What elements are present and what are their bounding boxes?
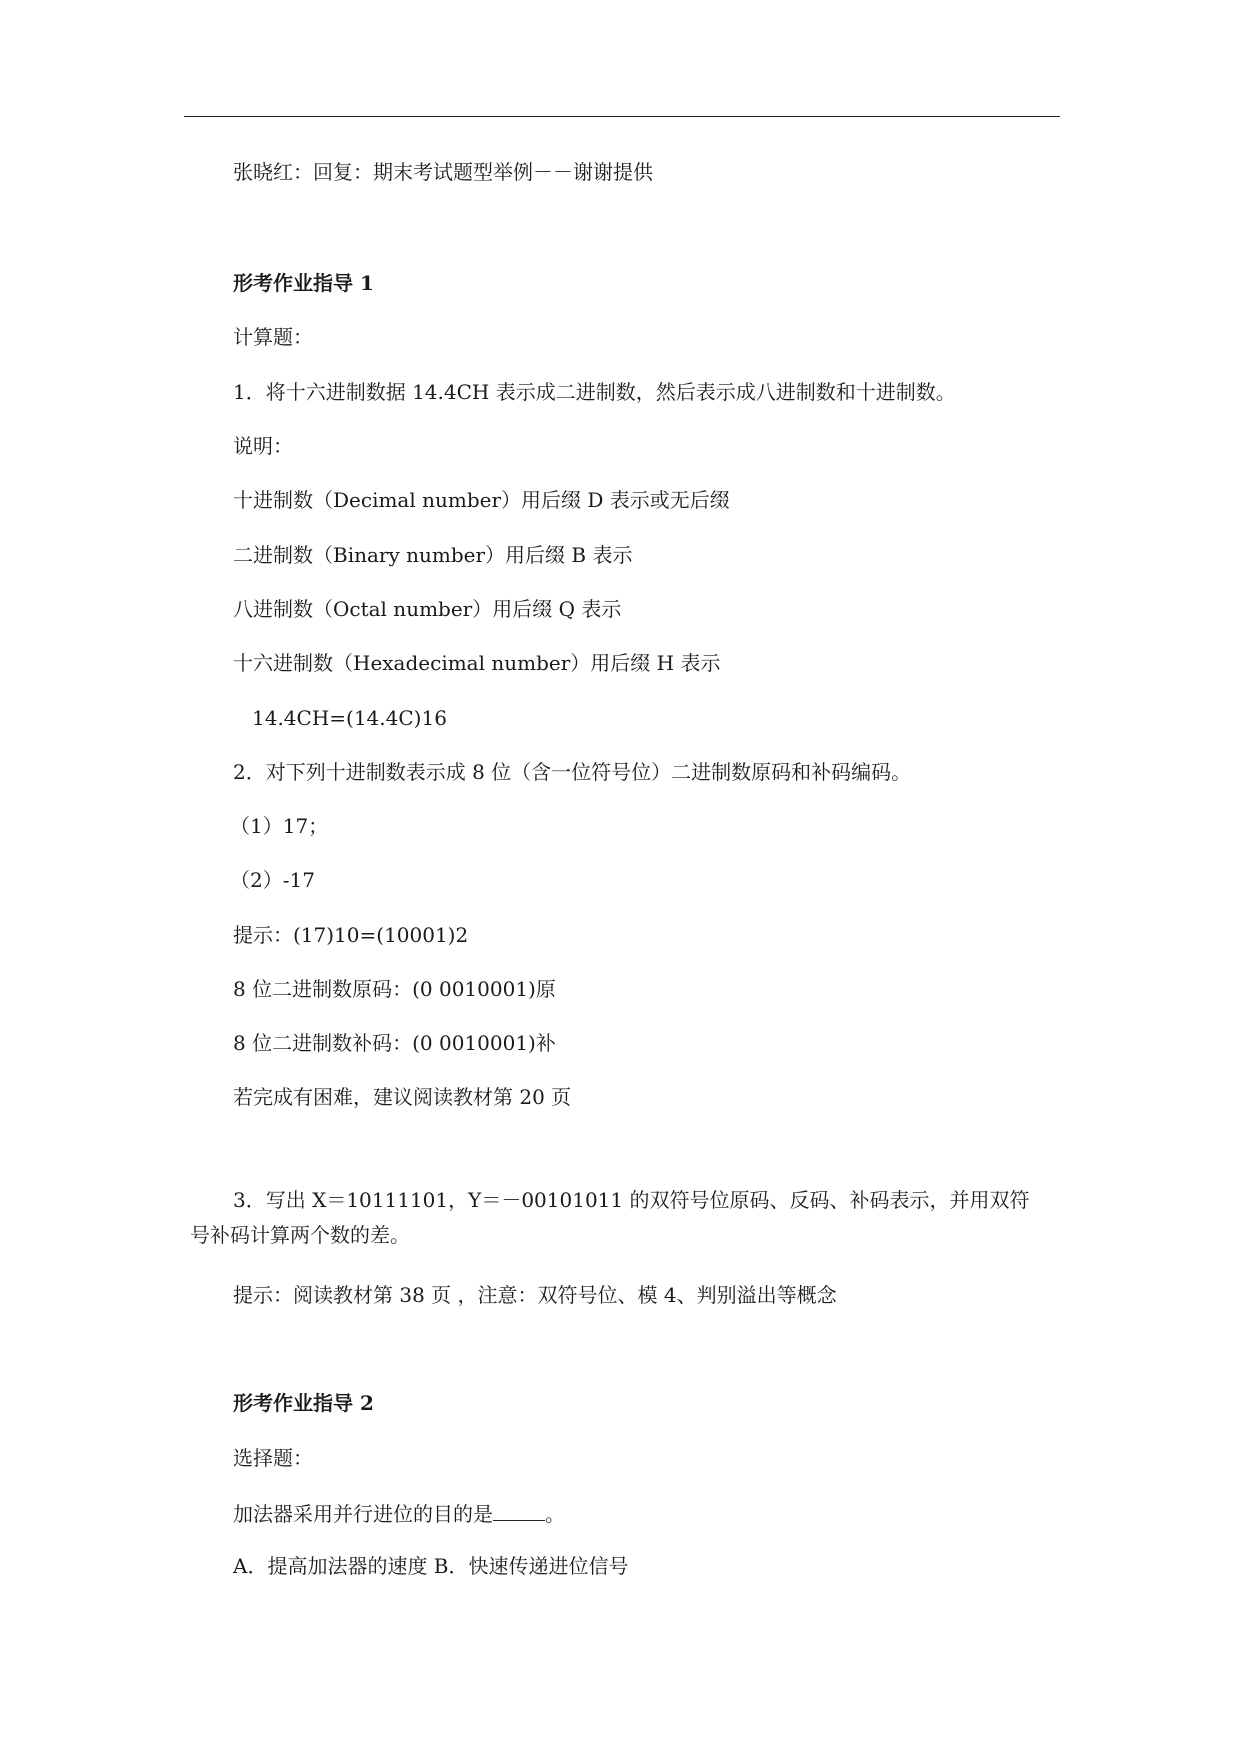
question-2: 2．对下列十进制数表示成 8 位（含一位符号位）二进制数原码和补码编码。 (233, 760, 912, 784)
question-3-line-1: 3．写出 X＝10111101，Y＝－00101011 的双符号位原码、反码、补码表示，并用双符 (233, 1188, 1030, 1212)
question-3 (190, 1183, 1060, 1253)
explain-octal: 八进制数（Octal number）用后缀 Q 表示 (233, 597, 622, 621)
choice-options: A．提高加法器的速度 B．快速传递进位信号 (233, 1554, 629, 1578)
choice-heading: 选择题： (233, 1446, 313, 1470)
question-2-item-1: （1）17； (230, 814, 329, 838)
section-1-title: 形考作业指导 1 (233, 271, 374, 295)
question-2-item-2: （2）-17 (230, 868, 315, 892)
question-1: 1．将十六进制数据 14.4CH 表示成二进制数，然后表示成八进制数和十进制数。 (233, 380, 956, 404)
explain-heading: 说明： (233, 434, 293, 458)
question-2-hint-4: 若完成有困难，建议阅读教材第 20 页 (233, 1085, 572, 1109)
question-2-hint-3: 8 位二进制数补码：(0 0010001)补 (233, 1031, 556, 1055)
question-2-hint-1: 提示：(17)10=(10001)2 (233, 923, 469, 947)
choice-question (233, 1500, 565, 1526)
question-2-hint-2: 8 位二进制数原码：(0 0010001)原 (233, 977, 556, 1001)
answer-blank (493, 1500, 545, 1521)
choice-question-text: 加法器采用并行进位的目的是 (233, 1502, 493, 1526)
choice-question-end: 。 (545, 1502, 565, 1526)
explain-binary: 二进制数（Binary number）用后缀 B 表示 (233, 543, 633, 567)
question-3-hint: 提示：阅读教材第 38 页 ，注意：双符号位、模 4、判别溢出等概念 (233, 1283, 837, 1307)
header-rule (184, 116, 1060, 117)
question-3-line-2: 号补码计算两个数的差。 (190, 1223, 410, 1247)
explain-hex: 十六进制数（Hexadecimal number）用后缀 H 表示 (233, 651, 721, 675)
reply-line: 张晓红：回复：期末考试题型举例－－谢谢提供 (233, 160, 653, 184)
question-1-hint: 14.4CH=(14.4C)16 (252, 706, 447, 730)
explain-decimal: 十进制数（Decimal number）用后缀 D 表示或无后缀 (233, 488, 730, 512)
calc-heading: 计算题： (233, 325, 313, 349)
section-2-title: 形考作业指导 2 (233, 1391, 374, 1415)
